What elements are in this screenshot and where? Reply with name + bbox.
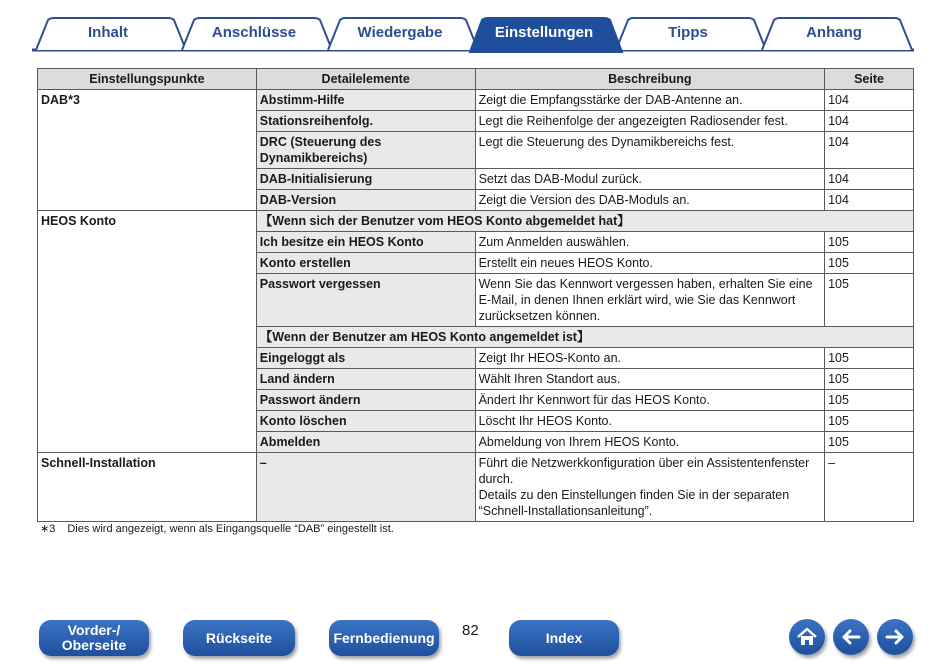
item-description: Wählt Ihren Standort aus.	[475, 369, 825, 390]
footnote-text: Dies wird angezeigt, wenn als Eingangsquelle “DAB” eingestellt ist.	[67, 523, 394, 535]
page-link[interactable]: 104	[825, 190, 914, 211]
header-einstellungspunkte: Einstellungspunkte	[38, 69, 257, 90]
page-link[interactable]: 104	[825, 111, 914, 132]
front-button-line1: Vorder-/	[67, 622, 121, 638]
item-description	[475, 453, 825, 522]
header-detailelemente: Detailelemente	[256, 69, 475, 90]
subheading-logged-out: 【Wenn sich der Benutzer vom HEOS Konto abgemeldet hat】	[256, 211, 913, 232]
remote-button[interactable]	[329, 620, 439, 656]
description-line: Führt die Netzwerkkonfiguration über ein Assistentenfenster durch.	[478, 456, 810, 486]
item-label: Ich besitze ein HEOS Konto	[256, 232, 475, 253]
tab-bar	[0, 0, 950, 56]
item-label: DRC (Steuerung des Dynamikbereichs)	[256, 132, 475, 169]
item-label: Land ändern	[256, 369, 475, 390]
header-beschreibung: Beschreibung	[475, 69, 825, 90]
rear-button[interactable]	[183, 620, 295, 656]
page-value: –	[825, 453, 914, 522]
item-description: Erstellt ein neues HEOS Konto.	[475, 253, 825, 274]
item-description: Legt die Reihenfolge der angezeigten Radiosender fest.	[475, 111, 825, 132]
page-link[interactable]: 104	[825, 132, 914, 169]
item-description: Wenn Sie das Kennwort vergessen haben, erhalten Sie eine E-Mail, in denen Ihnen erklärt wird, wie Sie das Kennwort zurücksetzen können.	[475, 274, 825, 327]
item-label: Stationsreihenfolg.	[256, 111, 475, 132]
table-header-row	[38, 69, 914, 90]
item-label: –	[256, 453, 475, 522]
home-icon	[795, 625, 819, 649]
arrow-right-icon	[883, 625, 907, 649]
item-label: DAB-Version	[256, 190, 475, 211]
front-button-line2: Oberseite	[61, 637, 127, 653]
settings-table	[37, 68, 914, 522]
description-line: Details zu den Einstellungen finden Sie in der separaten “Schnell-Installationsanleitung”.	[478, 488, 790, 518]
header-seite: Seite	[825, 69, 914, 90]
tab-tipps[interactable]: Tipps	[668, 24, 708, 41]
page-link[interactable]: 105	[825, 253, 914, 274]
footnote	[40, 522, 394, 535]
item-description: Ändert Ihr Kennwort für das HEOS Konto.	[475, 390, 825, 411]
tab-inhalt[interactable]: Inhalt	[88, 24, 128, 41]
page-link[interactable]: 104	[825, 90, 914, 111]
item-label: Abstimm-Hilfe	[256, 90, 475, 111]
item-description: Legt die Steuerung des Dynamikbereichs fest.	[475, 132, 825, 169]
item-label: Passwort vergessen	[256, 274, 475, 327]
item-description: Abmeldung von Ihrem HEOS Konto.	[475, 432, 825, 453]
table-row	[38, 90, 914, 111]
group-schnell-installation: Schnell-Installation	[38, 453, 257, 522]
group-heos-konto: HEOS Konto	[38, 211, 257, 453]
home-button[interactable]	[789, 619, 825, 655]
index-button[interactable]	[509, 620, 619, 656]
item-description: Zeigt die Empfangsstärke der DAB-Antenne an.	[475, 90, 825, 111]
rear-button-label: Rückseite	[205, 629, 273, 646]
page-link[interactable]: 104	[825, 169, 914, 190]
item-description: Zum Anmelden auswählen.	[475, 232, 825, 253]
page-link[interactable]: 105	[825, 232, 914, 253]
item-label: Passwort ändern	[256, 390, 475, 411]
forward-button[interactable]	[877, 619, 913, 655]
item-label: Eingeloggt als	[256, 348, 475, 369]
back-button[interactable]	[833, 619, 869, 655]
item-description: Setzt das DAB-Modul zurück.	[475, 169, 825, 190]
tab-einstellungen[interactable]: Einstellungen	[494, 24, 594, 41]
remote-button-label: Fernbedienung	[333, 629, 435, 646]
item-label: Abmelden	[256, 432, 475, 453]
footnote-mark: ∗3	[40, 523, 56, 535]
tab-wiedergabe[interactable]: Wiedergabe	[357, 24, 443, 41]
page-link[interactable]: 105	[825, 369, 914, 390]
page-link[interactable]: 105	[825, 274, 914, 327]
item-description: Zeigt die Version des DAB-Moduls an.	[475, 190, 825, 211]
item-description: Zeigt Ihr HEOS-Konto an.	[475, 348, 825, 369]
group-dab: DAB*3	[38, 90, 257, 211]
page-link[interactable]: 105	[825, 411, 914, 432]
tab-anhang[interactable]: Anhang	[806, 24, 862, 41]
item-label: Konto erstellen	[256, 253, 475, 274]
page-link[interactable]: 105	[825, 390, 914, 411]
page-link[interactable]: 105	[825, 432, 914, 453]
item-label: Konto löschen	[256, 411, 475, 432]
subheading-logged-in: 【Wenn der Benutzer am HEOS Konto angemeldet ist】	[256, 327, 913, 348]
item-label: DAB-Initialisierung	[256, 169, 475, 190]
item-description: Löscht Ihr HEOS Konto.	[475, 411, 825, 432]
front-top-button[interactable]	[39, 620, 149, 656]
table-row	[38, 211, 914, 232]
table-row	[38, 453, 914, 522]
page-number: 82	[462, 622, 479, 639]
arrow-left-icon	[839, 625, 863, 649]
tab-anschluesse[interactable]: Anschlüsse	[211, 24, 297, 41]
page-link[interactable]: 105	[825, 348, 914, 369]
index-button-label: Index	[545, 629, 583, 646]
